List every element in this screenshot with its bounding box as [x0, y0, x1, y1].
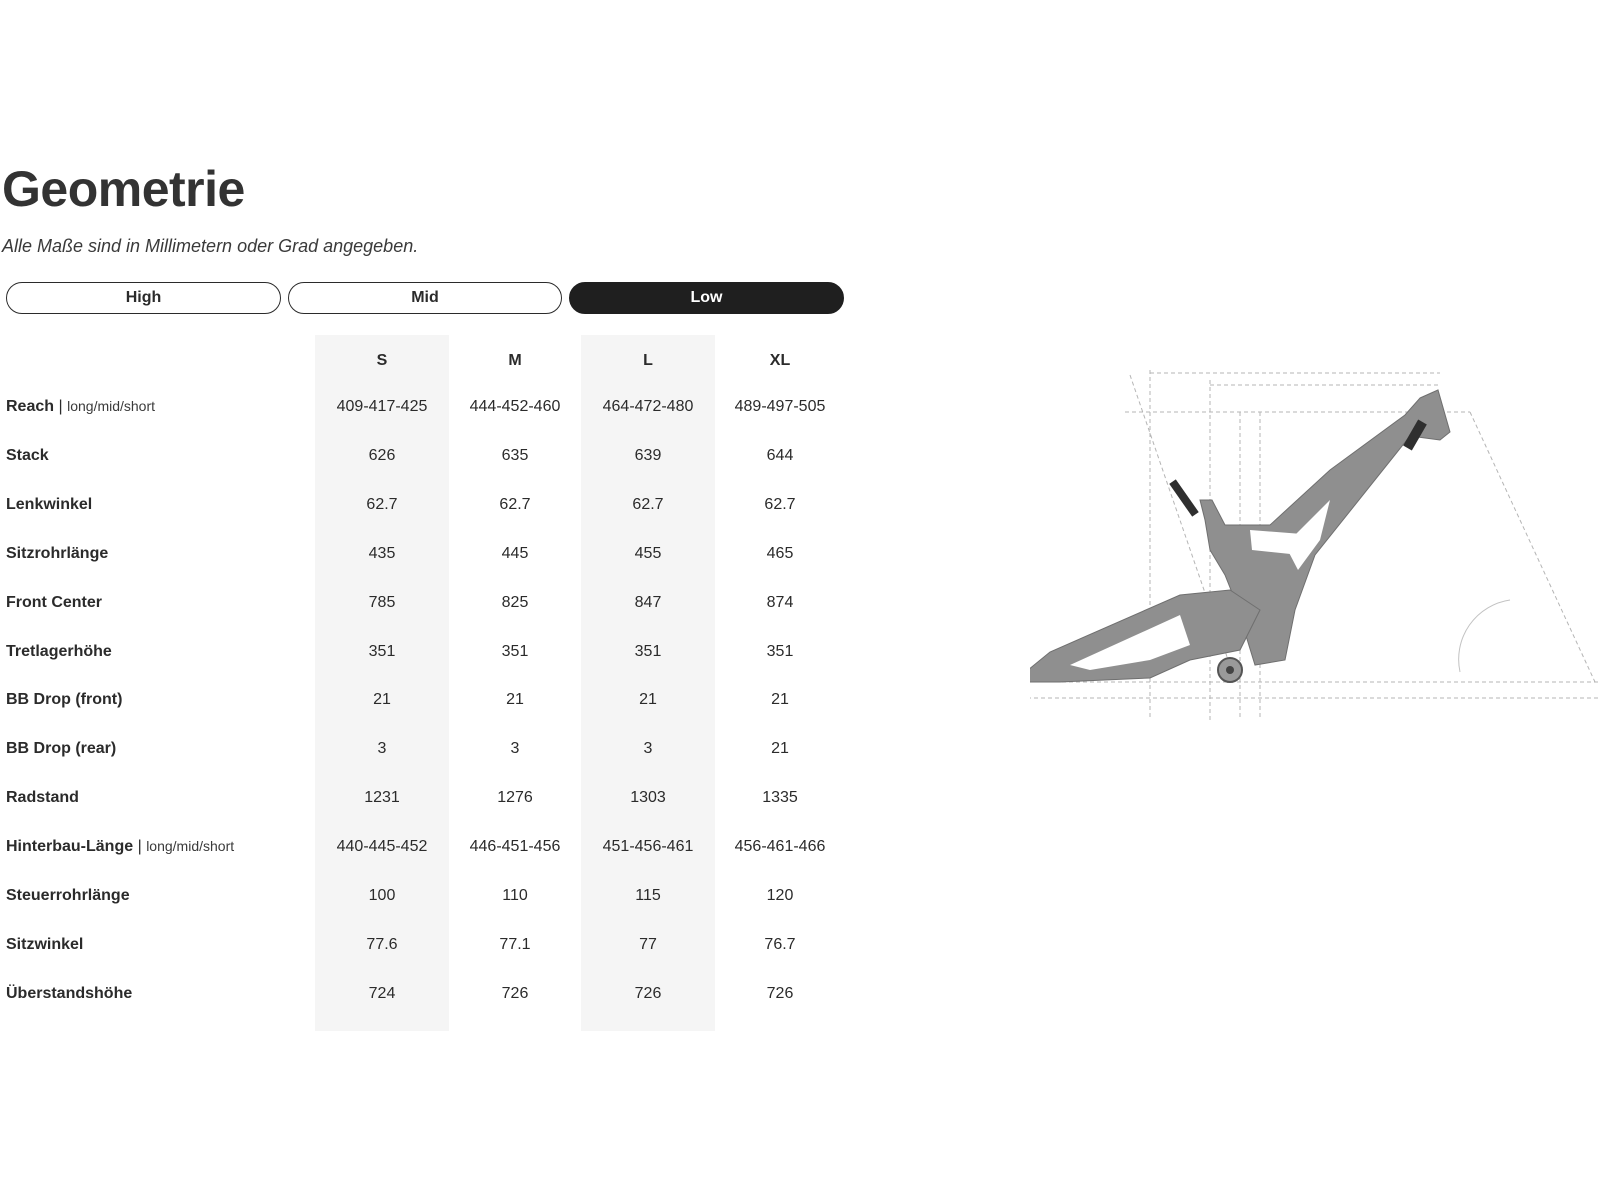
- table-cell: 489-497-505: [734, 398, 826, 415]
- row-label: [6, 838, 234, 856]
- table-cell: 444-452-460: [469, 398, 561, 415]
- table-row: [0, 985, 860, 1009]
- table-cell: 726: [634, 984, 662, 1002]
- row-label: [6, 447, 49, 465]
- table-cell: 3: [510, 740, 520, 758]
- table-cell: 435: [368, 544, 396, 562]
- table-cell: 726: [766, 984, 794, 1002]
- table-cell: 455: [634, 544, 662, 562]
- table-cell: 77: [639, 935, 657, 953]
- table-cell: 62.7: [632, 495, 664, 513]
- row-label-separator: |: [137, 838, 142, 856]
- row-label-text: BB Drop (rear): [6, 740, 117, 758]
- table-cell: 644: [766, 446, 794, 464]
- column-shade-l: [581, 335, 715, 1031]
- table-cell: 1303: [630, 789, 666, 807]
- table-cell: 626: [368, 446, 396, 464]
- row-label-text: Sitzwinkel: [6, 935, 84, 953]
- table-cell: 446-451-456: [469, 838, 561, 856]
- table-cell: 825: [501, 593, 529, 611]
- page-subtitle: Alle Maße sind in Millimetern oder Grad angegeben.: [2, 236, 419, 256]
- row-label: [6, 985, 132, 1003]
- row-label-text: Front Center: [6, 593, 102, 611]
- table-cell: 100: [368, 887, 396, 904]
- table-row: [0, 887, 860, 911]
- table-row: [0, 936, 860, 960]
- table-row: [0, 838, 860, 862]
- row-label-text: Tretlagerhöhe: [6, 642, 112, 660]
- table-cell: 351: [501, 642, 529, 660]
- table-row: [0, 789, 860, 813]
- table-cell: 440-445-452: [336, 838, 428, 856]
- row-label: [6, 887, 130, 905]
- size-header-s: S: [376, 352, 388, 369]
- size-header-m: M: [508, 352, 522, 369]
- bike-frame-illustration: [1030, 360, 1600, 740]
- table-row: [0, 594, 860, 618]
- table-cell: 724: [368, 984, 396, 1002]
- table-cell: 3: [377, 740, 387, 758]
- row-label-text: Stack: [6, 446, 49, 464]
- table-cell: 1231: [364, 789, 400, 807]
- column-shade-s: [315, 335, 449, 1031]
- table-cell: 465: [766, 544, 794, 562]
- row-label: [6, 691, 122, 709]
- row-label-text: Überstandshöhe: [6, 984, 133, 1002]
- toggle-low-button[interactable]: Low: [569, 282, 844, 314]
- row-label: [6, 398, 155, 416]
- row-label-text: Steuerrohrlänge: [6, 887, 130, 904]
- table-cell: 3: [643, 740, 653, 758]
- row-label-separator: |: [58, 398, 63, 415]
- table-cell: 21: [771, 691, 789, 709]
- table-cell: 76.7: [764, 935, 796, 953]
- table-cell: 464-472-480: [602, 398, 694, 415]
- table-cell: 726: [501, 984, 529, 1002]
- table-cell: 62.7: [366, 495, 398, 513]
- row-label-note: long/mid/short: [146, 838, 235, 855]
- row-label-text: Sitzrohrlänge: [6, 544, 109, 562]
- table-cell: 120: [766, 887, 794, 904]
- table-cell: 351: [368, 642, 396, 660]
- table-cell: 77.6: [366, 935, 398, 953]
- row-label-text: Lenkwinkel: [6, 495, 93, 513]
- row-label-text: Radstand: [6, 789, 79, 807]
- table-cell: 409-417-425: [336, 398, 428, 415]
- table-cell: 1276: [497, 789, 533, 807]
- row-label: [6, 545, 108, 563]
- table-row: [0, 643, 860, 667]
- row-label: [6, 594, 102, 612]
- row-label-text: BB Drop (front): [6, 691, 123, 709]
- table-cell: 874: [766, 593, 794, 611]
- row-label: [6, 936, 83, 954]
- table-row: [0, 496, 860, 520]
- table-cell: 77.1: [499, 935, 531, 953]
- table-cell: 21: [373, 691, 391, 709]
- page-title: Geometrie: [2, 161, 245, 217]
- row-label: [6, 643, 112, 661]
- row-label: [6, 789, 79, 807]
- table-row: [0, 545, 860, 569]
- table-cell: 110: [502, 887, 528, 904]
- table-row: [0, 691, 860, 715]
- table-cell: 62.7: [499, 495, 531, 513]
- table-cell: 21: [639, 691, 657, 709]
- size-header-l: L: [643, 352, 653, 369]
- table-cell: 21: [771, 740, 789, 758]
- table-cell: 351: [766, 642, 794, 660]
- table-row: [0, 447, 860, 471]
- table-cell: 445: [501, 544, 529, 562]
- table-cell: 62.7: [764, 495, 796, 513]
- row-label-text: Hinterbau-Länge: [6, 838, 134, 856]
- toggle-high-button[interactable]: High: [6, 282, 281, 314]
- toggle-mid-button[interactable]: Mid: [288, 282, 562, 314]
- table-cell: 639: [634, 446, 662, 464]
- table-cell: 115: [635, 887, 661, 904]
- table-row: [0, 398, 860, 422]
- table-cell: 451-456-461: [602, 838, 694, 856]
- row-label-note: long/mid/short: [67, 398, 156, 414]
- row-label: [6, 740, 116, 758]
- row-label: [6, 496, 92, 514]
- table-cell: 847: [634, 593, 662, 611]
- table-cell: 21: [506, 691, 524, 709]
- row-label-text: Reach: [6, 398, 55, 415]
- table-cell: 785: [368, 593, 396, 611]
- table-row: [0, 740, 860, 764]
- table-cell: 456-461-466: [734, 838, 826, 856]
- table-cell: 351: [634, 642, 662, 660]
- size-header-xl: XL: [769, 352, 791, 369]
- table-cell: 635: [501, 446, 529, 464]
- table-cell: 1335: [762, 789, 798, 807]
